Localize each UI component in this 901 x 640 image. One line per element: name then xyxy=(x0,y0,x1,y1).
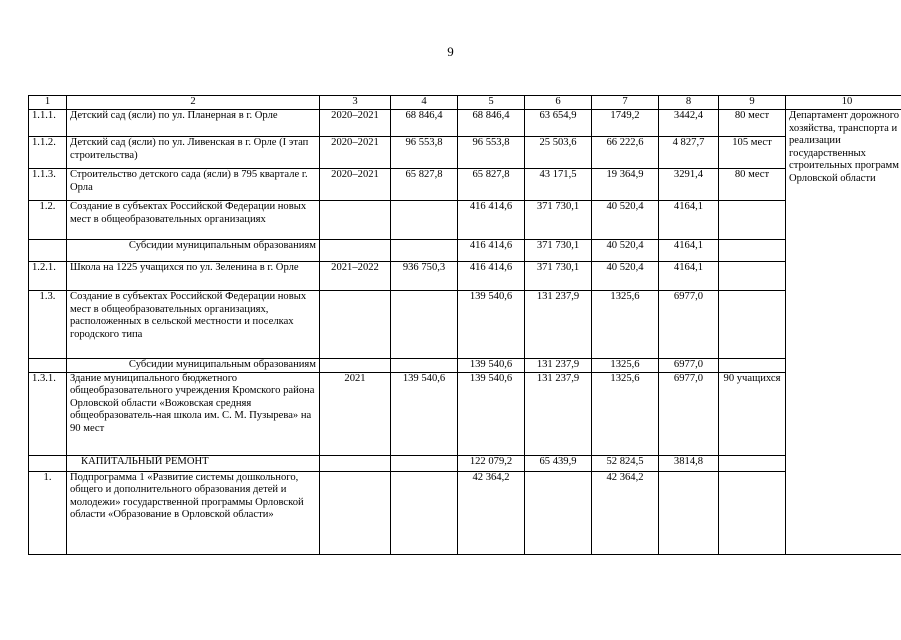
header-cell: 5 xyxy=(458,96,525,110)
row-col6 xyxy=(525,471,592,554)
row-name: Субсидии муниципальным образованиям xyxy=(67,359,320,373)
row-col7: 66 222,6 xyxy=(592,137,659,169)
row-col9: 90 учащихся xyxy=(719,372,786,455)
header-cell: 2 xyxy=(67,96,320,110)
row-col7: 1325,6 xyxy=(592,291,659,359)
row-period: 2020–2021 xyxy=(320,169,391,201)
header-cell: 9 xyxy=(719,96,786,110)
row-period xyxy=(320,471,391,554)
row-col6: 63 654,9 xyxy=(525,110,592,137)
row-col7: 52 824,5 xyxy=(592,455,659,471)
row-col4: 139 540,6 xyxy=(391,372,458,455)
budget-table xyxy=(28,95,901,555)
row-col5: 416 414,6 xyxy=(458,240,525,262)
row-col8: 4 827,7 xyxy=(659,137,719,169)
row-col6: 25 503,6 xyxy=(525,137,592,169)
row-period xyxy=(320,240,391,262)
row-col9 xyxy=(719,471,786,554)
row-number: 1.3. xyxy=(29,291,67,359)
table-row xyxy=(29,455,901,471)
table-row xyxy=(29,291,901,359)
header-cell: 10 xyxy=(786,96,901,110)
table-row xyxy=(29,359,901,373)
row-name: КАПИТАЛЬНЫЙ РЕМОНТ xyxy=(67,455,320,471)
row-col7: 40 520,4 xyxy=(592,240,659,262)
row-col7: 1325,6 xyxy=(592,372,659,455)
row-col6: 131 237,9 xyxy=(525,372,592,455)
row-col9 xyxy=(719,291,786,359)
table-row xyxy=(29,169,901,201)
table-row xyxy=(29,110,901,137)
table-row xyxy=(29,201,901,240)
header-row xyxy=(29,96,901,110)
row-number: 1.1.2. xyxy=(29,137,67,169)
row-period xyxy=(320,359,391,373)
row-name: Школа на 1225 учащихся по ул. Зеленина в г. Орле xyxy=(67,262,320,291)
row-number xyxy=(29,455,67,471)
row-col8: 3291,4 xyxy=(659,169,719,201)
row-col5: 416 414,6 xyxy=(458,262,525,291)
row-col6: 131 237,9 xyxy=(525,359,592,373)
row-col6: 371 730,1 xyxy=(525,240,592,262)
row-col8: 4164,1 xyxy=(659,201,719,240)
row-col6: 371 730,1 xyxy=(525,262,592,291)
row-col4: 68 846,4 xyxy=(391,110,458,137)
row-col6: 131 237,9 xyxy=(525,291,592,359)
row-col8: 6977,0 xyxy=(659,359,719,373)
table-row xyxy=(29,262,901,291)
row-col7: 42 364,2 xyxy=(592,471,659,554)
row-col7: 40 520,4 xyxy=(592,201,659,240)
row-col8: 4164,1 xyxy=(659,262,719,291)
row-col9 xyxy=(719,240,786,262)
row-number xyxy=(29,240,67,262)
row-col9: 80 мест xyxy=(719,169,786,201)
row-period: 2021 xyxy=(320,372,391,455)
row-col4: 936 750,3 xyxy=(391,262,458,291)
row-period: 2021–2022 xyxy=(320,262,391,291)
row-col9: 80 мест xyxy=(719,110,786,137)
row-col8: 3442,4 xyxy=(659,110,719,137)
row-number: 1.1.3. xyxy=(29,169,67,201)
row-col4 xyxy=(391,201,458,240)
row-col4 xyxy=(391,455,458,471)
row-number: 1.2. xyxy=(29,201,67,240)
row-col8: 3814,8 xyxy=(659,455,719,471)
responsible-department: Департамент дорожного хозяйства, транспорта и реализации государственных строительных программ Орловской области xyxy=(786,110,901,555)
row-col5: 96 553,8 xyxy=(458,137,525,169)
row-col6: 65 439,9 xyxy=(525,455,592,471)
row-number: 1.2.1. xyxy=(29,262,67,291)
row-col7: 1325,6 xyxy=(592,359,659,373)
row-col9 xyxy=(719,201,786,240)
header-cell: 1 xyxy=(29,96,67,110)
row-col5: 139 540,6 xyxy=(458,291,525,359)
header-cell: 7 xyxy=(592,96,659,110)
row-col4 xyxy=(391,291,458,359)
row-col4 xyxy=(391,471,458,554)
row-col6: 371 730,1 xyxy=(525,201,592,240)
table-row xyxy=(29,471,901,554)
row-col4 xyxy=(391,240,458,262)
row-name: Подпрограмма 1 «Развитие системы дошкольного, общего и дополнительного образования детей и молодежи» государственной программы Орловской области «Образование в Орловской области» xyxy=(67,471,320,554)
row-name: Субсидии муниципальным образованиям xyxy=(67,240,320,262)
header-cell: 4 xyxy=(391,96,458,110)
header-cell: 8 xyxy=(659,96,719,110)
row-name: Создание в субъектах Российской Федерации новых мест в общеобразовательных организациях, расположенных в сельской местности и поселках городского типа xyxy=(67,291,320,359)
row-col7: 1749,2 xyxy=(592,110,659,137)
row-number: 1. xyxy=(29,471,67,554)
row-name: Детский сад (ясли) по ул. Ливенская в г. Орле (I этап строительства) xyxy=(67,137,320,169)
header-cell: 3 xyxy=(320,96,391,110)
row-col5: 42 364,2 xyxy=(458,471,525,554)
row-col9: 105 мест xyxy=(719,137,786,169)
row-name: Детский сад (ясли) по ул. Планерная в г. Орле xyxy=(67,110,320,137)
table-row xyxy=(29,137,901,169)
row-name: Строительство детского сада (ясли) в 795 квартале г. Орла xyxy=(67,169,320,201)
row-name: Здание муниципального бюджетного общеобразовательного учреждения Кромского района Орловской области «Вожовская средняя общеобразователь-ная школа им. С. М. Пузырева» на 90 мест xyxy=(67,372,320,455)
row-period: 2020–2021 xyxy=(320,110,391,137)
row-col7: 19 364,9 xyxy=(592,169,659,201)
row-col4: 96 553,8 xyxy=(391,137,458,169)
row-period xyxy=(320,291,391,359)
table-row xyxy=(29,372,901,455)
header-cell: 6 xyxy=(525,96,592,110)
row-col8: 6977,0 xyxy=(659,291,719,359)
row-number: 1.3.1. xyxy=(29,372,67,455)
page-number: 9 xyxy=(447,44,454,59)
row-col4: 65 827,8 xyxy=(391,169,458,201)
row-period xyxy=(320,455,391,471)
row-col7: 40 520,4 xyxy=(592,262,659,291)
row-col8: 4164,1 xyxy=(659,240,719,262)
row-col4 xyxy=(391,359,458,373)
row-col5: 139 540,6 xyxy=(458,372,525,455)
row-col9 xyxy=(719,455,786,471)
row-col8: 6977,0 xyxy=(659,372,719,455)
row-col5: 416 414,6 xyxy=(458,201,525,240)
row-period xyxy=(320,201,391,240)
row-number xyxy=(29,359,67,373)
row-period: 2020–2021 xyxy=(320,137,391,169)
row-col6: 43 171,5 xyxy=(525,169,592,201)
row-col8 xyxy=(659,471,719,554)
row-name: Создание в субъектах Российской Федерации новых мест в общеобразовательных организациях xyxy=(67,201,320,240)
row-col5: 122 079,2 xyxy=(458,455,525,471)
row-col9 xyxy=(719,262,786,291)
row-col5: 65 827,8 xyxy=(458,169,525,201)
row-col5: 139 540,6 xyxy=(458,359,525,373)
row-col5: 68 846,4 xyxy=(458,110,525,137)
row-number: 1.1.1. xyxy=(29,110,67,137)
row-col9 xyxy=(719,359,786,373)
table-row xyxy=(29,240,901,262)
